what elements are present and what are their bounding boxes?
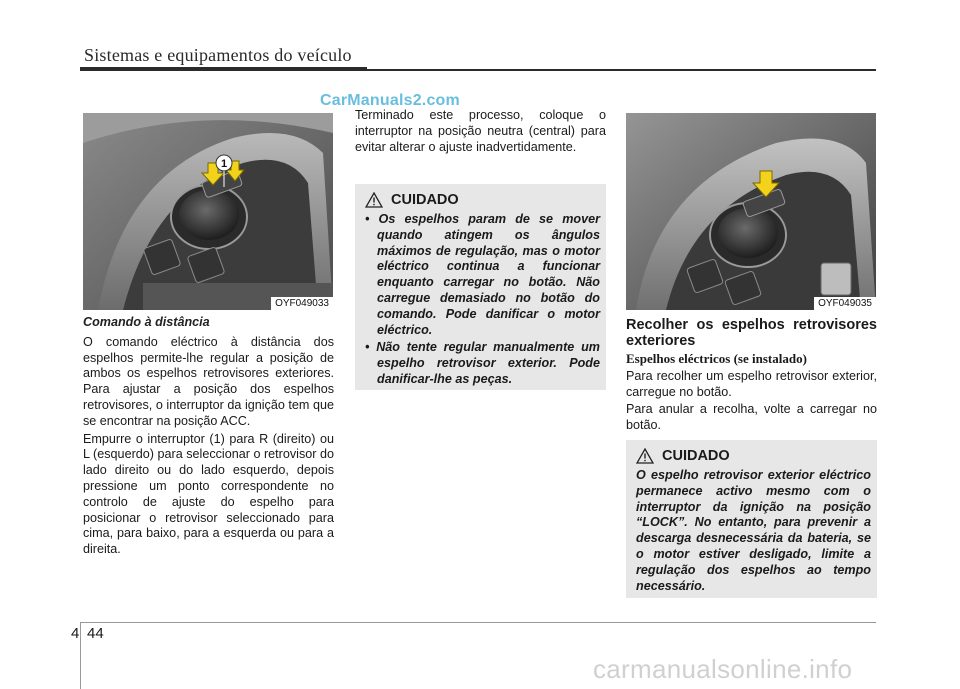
header-rule-thick	[80, 67, 367, 71]
paragraph: O comando eléctrico à distância dos espelhos permite-lhe regular a posição de ambos os espelhos retrovisores exteriores. Para ajustar a posição dos espelhos retrovisores, o interruptor da ignição tem que se encontrar na posição ACC.	[83, 334, 334, 428]
warning-triangle-icon	[636, 448, 654, 464]
mirror-fold-photo-right	[626, 113, 876, 310]
warning-triangle-icon	[365, 192, 383, 208]
footer-rule	[80, 622, 876, 623]
caution-title-text: CUIDADO	[662, 448, 730, 464]
paragraph: Empurre o interruptor (1) para R (direito) ou L (esquerdo) para seleccionar o retrovisor do lado direito ou do lado esquerdo, depois pressione um ponto correspondente no controlo de ajuste do espelho para posicionar o retrovisor seleccionado para cima, para baixo, para a esquerda ou para a direita.	[83, 431, 334, 557]
figure-code-right: OYF049035	[814, 297, 876, 310]
caution-title	[365, 192, 600, 208]
caution-item: • Não tente regular manualmente um espelho retrovisor exterior. Pode danificar-lhe as peças.	[365, 340, 600, 386]
page-header-title: Sistemas e equipamentos do veículo	[84, 45, 352, 65]
left-column	[83, 315, 334, 560]
caution-title-text: CUIDADO	[391, 192, 459, 208]
figure-code-left: OYF049033	[271, 297, 333, 310]
figure-caption: Comando à distância	[83, 315, 210, 329]
paragraph: Para anular a recolha, volte a carregar no botão.	[626, 402, 877, 433]
middle-column	[355, 108, 606, 157]
watermark-bottom[interactable]: carmanualsonline.info	[593, 654, 853, 684]
paragraph: Terminado este processo, coloque o interruptor na posição neutra (central) para evitar alterar o ajuste inadvertidamente.	[355, 108, 606, 154]
caution-text: O espelho retrovisor exterior eléctrico permanece activo mesmo com o interruptor da ignição na posição “LOCK”. No entanto, para prevenir a descarga desnecessária da bateria, se o motor estiver desligado, limite a regulação dos espelhos ao tempo necessário.	[636, 468, 871, 593]
mirror-control-photo-left	[83, 113, 333, 310]
footer-divider	[80, 622, 81, 689]
section-heading: Recolher os espelhos retrovisores exteriores	[626, 317, 877, 349]
caution-title	[636, 448, 871, 464]
caution-box-middle	[355, 184, 606, 390]
right-column	[626, 317, 877, 436]
paragraph: Para recolher um espelho retrovisor exterior, carregue no botão.	[626, 368, 877, 399]
page-number: 44	[87, 625, 104, 642]
chapter-number: 4	[71, 625, 80, 642]
watermark-top[interactable]: CarManuals2.com	[320, 92, 460, 109]
caution-item: • Os espelhos param de se mover quando atingem os ângulos máximos de regulação, mas o motor eléctrico continua a funcionar enquanto carregar no botão. Não carregue demasiado no botão do comando. Pode danificar o motor eléctrico.	[365, 212, 600, 337]
header-rule-thin	[367, 69, 876, 71]
caution-list	[365, 212, 600, 388]
callout-1-label: 1	[220, 158, 228, 170]
section-subheading: Espelhos eléctricos (se instalado)	[626, 351, 807, 366]
caution-box-right	[626, 440, 877, 598]
